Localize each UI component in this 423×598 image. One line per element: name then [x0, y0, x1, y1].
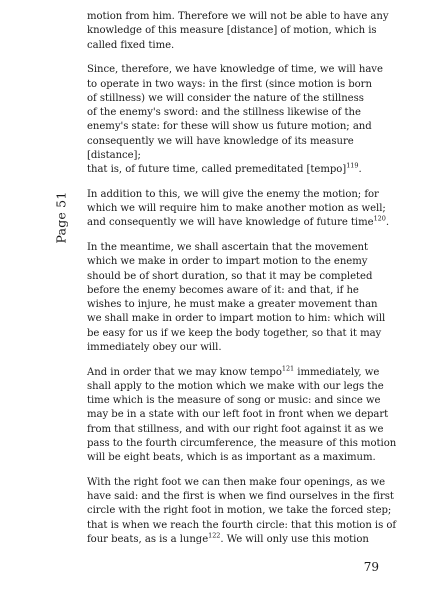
text-line: enemy's state: for these will show us future motion; and: [87, 121, 372, 133]
text-line: shall apply to the motion which we make with our legs the: [87, 380, 384, 392]
text-line: time which is the measure of song or music: and since we: [87, 395, 381, 406]
paragraph: [87, 241, 386, 355]
text-line: knowledge of this measure [distance] of motion, which is: [87, 25, 377, 37]
text-line: immediately obey our will.: [87, 341, 222, 353]
page-label: [50, 182, 72, 252]
footnote-ref: 119: [346, 161, 359, 170]
text-line: which we will require him to make another motion as well;: [87, 203, 386, 214]
text-line: In addition to this, we will give the enemy the motion; for: [87, 188, 379, 200]
footnote-ref: 120: [373, 214, 386, 223]
footnote-ref: 121: [281, 364, 295, 373]
text-line: four beats, as is a lunge$^{122}$. We will only use this motion: [87, 531, 369, 545]
text-line: of stillness) we will consider the nature of the stillness: [87, 92, 364, 104]
text-line: and consequently we will have knowledge of future time$^{120}$.: [87, 214, 389, 229]
text-line: In the meantime, we shall ascertain that the movement: [87, 242, 368, 253]
text-line: Since, therefore, we have knowledge of time, we will have: [87, 64, 383, 76]
text-line: consequently we will have knowledge of its measure: [87, 135, 354, 147]
text-line: before the enemy becomes aware of it: and that, if he: [87, 284, 359, 296]
paragraph: [87, 63, 383, 177]
text-line: pass to the fourth circumference, the measure of this motion: [87, 437, 397, 449]
text-line: which we make in order to impart motion to the enemy: [87, 256, 368, 268]
text-line: wishes to injure, he must make a greater movement than: [87, 299, 378, 310]
text-line: may be in a state with our left foot in front when we depart: [87, 409, 389, 421]
paragraph: [87, 364, 397, 466]
text-line: And in order that we may know tempo$^{121}$ immediately, we: [87, 364, 380, 378]
text-line: we shall make in order to impart motion to him: which will: [87, 313, 386, 325]
text-line: should be of short duration, so that it may be completed: [87, 270, 373, 282]
text-line: [distance];: [87, 149, 141, 161]
text-line: be easy for us if we keep the body together, so that it may: [87, 327, 382, 339]
text-line: will be eight beats, which is as important as a maximum.: [87, 452, 376, 463]
text-line: from that stillness, and with our right foot against it as we: [87, 423, 384, 435]
text-line: circle with the right foot in motion, we take the forced step;: [87, 505, 392, 517]
text-line: motion from him. Therefore we will not be able to have any: [87, 11, 389, 22]
text-line: have said: and the first is when we find ourselves in the first: [87, 491, 394, 502]
text-line: to operate in two ways: in the first (since motion is born: [87, 78, 372, 90]
page-number: 79: [363, 560, 379, 574]
text-line: called fixed time.: [87, 39, 175, 51]
text-line: that is when we reach the fourth circle: that this motion is of: [87, 519, 397, 531]
footnote-ref: 122: [208, 531, 221, 540]
body-text: [87, 10, 397, 558]
page-label-text: Page 51: [53, 191, 69, 243]
paragraph: [87, 10, 389, 53]
paragraph: [87, 188, 389, 231]
text-line: that is, of future time, called premeditated [tempo]$^{119}$.: [87, 161, 362, 175]
paragraph: [87, 476, 397, 547]
text-line: of the enemy's sword: and the stillness likewise of the: [87, 107, 361, 118]
text-line: With the right foot we can then make four openings, as we: [87, 476, 386, 488]
